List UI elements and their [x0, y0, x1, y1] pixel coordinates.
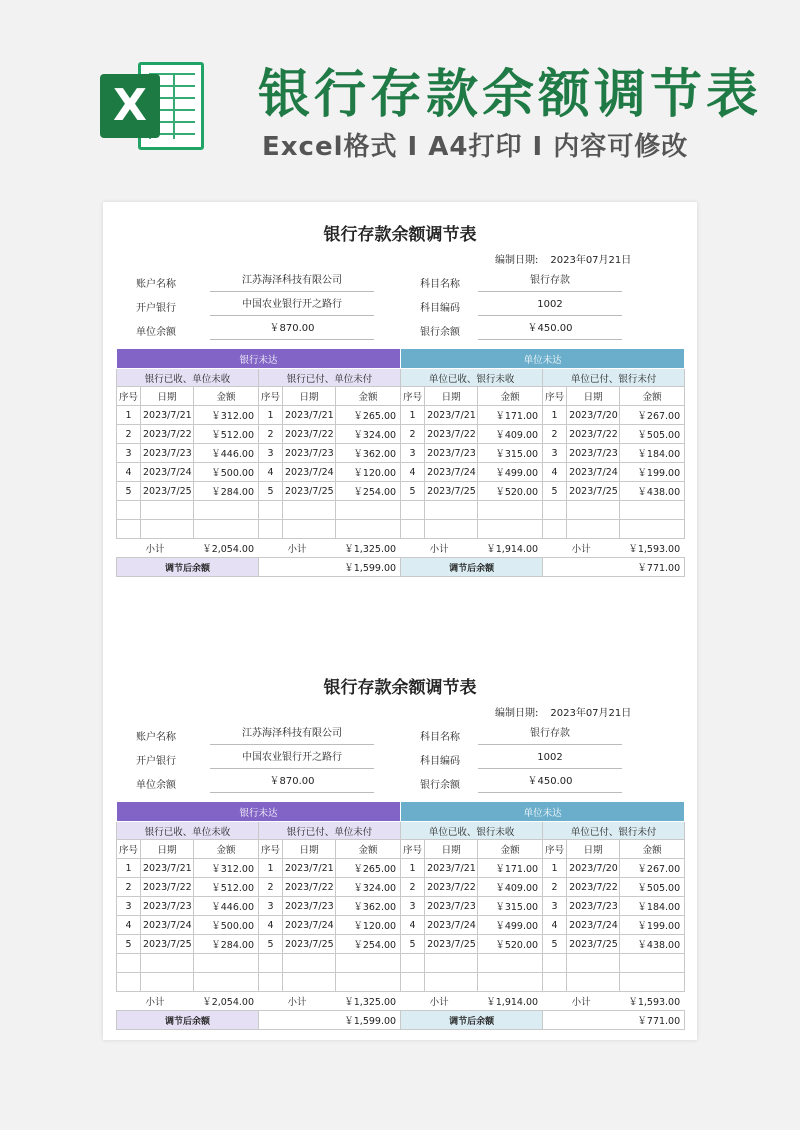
subtotal-value[interactable]: ￥2,054.00 [194, 539, 259, 558]
cell-date[interactable]: 2023/7/22 [567, 425, 620, 444]
cell-no[interactable]: 1 [117, 406, 141, 425]
cell-no[interactable]: 1 [259, 406, 283, 425]
cell-no[interactable]: 1 [401, 859, 425, 878]
account-name-label: 账户名称 [136, 279, 176, 290]
cell-no[interactable]: 4 [259, 463, 283, 482]
table-row [117, 878, 685, 897]
subject-code-label: 科目编码 [420, 756, 460, 767]
group-header: 单位已收、银行未收 [401, 822, 543, 840]
cell-no[interactable]: 5 [401, 935, 425, 954]
cell-amount[interactable]: ￥171.00 [478, 859, 543, 878]
table-row [117, 463, 685, 482]
cell-date[interactable]: 2023/7/25 [283, 935, 336, 954]
cell-amount[interactable]: ￥438.00 [620, 482, 685, 501]
cell-date[interactable]: 2023/7/25 [567, 482, 620, 501]
cell-amount[interactable]: ￥312.00 [194, 859, 259, 878]
cell-amount[interactable]: ￥284.00 [194, 482, 259, 501]
cell-date[interactable]: 2023/7/25 [283, 482, 336, 501]
subtotal-value[interactable]: ￥1,914.00 [478, 539, 543, 558]
col-date: 日期 [567, 387, 620, 406]
cell-no[interactable]: 1 [117, 859, 141, 878]
cell-amount[interactable]: ￥284.00 [194, 935, 259, 954]
cell-amount[interactable]: ￥438.00 [620, 935, 685, 954]
subtotal-value[interactable]: ￥1,593.00 [620, 539, 685, 558]
cell-date[interactable]: 2023/7/22 [141, 878, 194, 897]
cell-date[interactable]: 2023/7/24 [141, 916, 194, 935]
cell-no[interactable]: 3 [117, 897, 141, 916]
cell-amount[interactable]: ￥267.00 [620, 859, 685, 878]
subtotal-row [117, 539, 685, 558]
col-amount: 金额 [620, 387, 685, 406]
col-no: 序号 [117, 387, 141, 406]
cell-amount[interactable]: ￥315.00 [478, 897, 543, 916]
date-label: 编制日期: [495, 255, 539, 266]
reconciliation-table [116, 801, 685, 1030]
date-value: 2023年07月21日 [550, 708, 632, 719]
col-no: 序号 [401, 840, 425, 859]
sheet-title: 银行存款余额调节表 [323, 678, 477, 698]
subtotal-label: 小计 [117, 992, 194, 1011]
cell-amount[interactable]: ￥499.00 [478, 463, 543, 482]
cell-amount[interactable]: ￥120.00 [336, 916, 401, 935]
cell-date[interactable]: 2023/7/24 [283, 916, 336, 935]
cell-no[interactable]: 1 [543, 406, 567, 425]
col-no: 序号 [543, 387, 567, 406]
cell-no[interactable]: 2 [259, 425, 283, 444]
subtotal-value[interactable]: ￥1,325.00 [336, 992, 401, 1011]
cell-no[interactable]: 3 [543, 897, 567, 916]
cell-no[interactable]: 5 [117, 482, 141, 501]
col-amount: 金额 [194, 840, 259, 859]
cell-date[interactable]: 2023/7/21 [141, 406, 194, 425]
adjusted-balance-bank[interactable]: ￥1,599.00 [259, 558, 401, 577]
cell-amount[interactable]: ￥265.00 [336, 406, 401, 425]
cell-amount[interactable]: ￥512.00 [194, 425, 259, 444]
subject-name-label: 科目名称 [420, 279, 460, 290]
col-no: 序号 [259, 387, 283, 406]
subtotal-label: 小计 [401, 539, 478, 558]
date-line [495, 704, 631, 719]
unit-balance-label: 单位余额 [136, 780, 176, 791]
table-row [117, 482, 685, 501]
unit-balance-field[interactable]: ￥870.00 [210, 320, 374, 340]
table-row [117, 897, 685, 916]
account-name-label: 账户名称 [136, 732, 176, 743]
subtotal-label: 小计 [543, 992, 620, 1011]
cell-date[interactable]: 2023/7/23 [141, 444, 194, 463]
cell-no[interactable]: 4 [117, 463, 141, 482]
subtotal-label: 小计 [401, 992, 478, 1011]
cell-amount[interactable]: ￥184.00 [620, 897, 685, 916]
group-header: 单位已收、银行未收 [401, 369, 543, 387]
cell-date[interactable]: 2023/7/21 [283, 859, 336, 878]
cell-amount[interactable]: ￥512.00 [194, 878, 259, 897]
bank-name-label: 开户银行 [136, 756, 176, 767]
column-header-row [117, 387, 685, 406]
cell-date[interactable]: 2023/7/23 [425, 444, 478, 463]
cell-amount[interactable]: ￥500.00 [194, 463, 259, 482]
col-date: 日期 [425, 840, 478, 859]
cell-no[interactable]: 4 [259, 916, 283, 935]
cell-date[interactable]: 2023/7/23 [141, 897, 194, 916]
col-amount: 金额 [336, 840, 401, 859]
cell-no[interactable]: 4 [401, 916, 425, 935]
cell-date[interactable]: 2023/7/20 [567, 859, 620, 878]
subtotal-label: 小计 [117, 539, 194, 558]
cell-date[interactable]: 2023/7/24 [425, 916, 478, 935]
cell-date[interactable]: 2023/7/21 [425, 406, 478, 425]
cell-no[interactable]: 4 [117, 916, 141, 935]
cell-no[interactable]: 5 [543, 482, 567, 501]
cell-date[interactable]: 2023/7/24 [141, 463, 194, 482]
cell-date[interactable]: 2023/7/22 [283, 425, 336, 444]
cell-amount[interactable]: ￥254.00 [336, 482, 401, 501]
cell-no[interactable]: 5 [401, 482, 425, 501]
col-date: 日期 [141, 840, 194, 859]
sheet-title: 银行存款余额调节表 [323, 225, 477, 245]
cell-amount[interactable]: ￥199.00 [620, 916, 685, 935]
col-no: 序号 [543, 840, 567, 859]
adjusted-balance-unit[interactable]: ￥771.00 [543, 1011, 685, 1030]
reconciliation-sheet-1 [103, 202, 697, 602]
cell-amount[interactable]: ￥505.00 [620, 425, 685, 444]
subtotal-value[interactable]: ￥2,054.00 [194, 992, 259, 1011]
section-bank-unreached: 银行未达 [117, 349, 401, 369]
col-no: 序号 [117, 840, 141, 859]
adjusted-balance-bank[interactable]: ￥1,599.00 [259, 1011, 401, 1030]
cell-amount[interactable]: ￥120.00 [336, 463, 401, 482]
group-header: 银行已收、单位未收 [117, 822, 259, 840]
subject-code-field[interactable]: 1002 [478, 296, 622, 316]
cell-date[interactable]: 2023/7/22 [425, 878, 478, 897]
cell-no[interactable]: 3 [117, 444, 141, 463]
cell-date[interactable]: 2023/7/25 [567, 935, 620, 954]
date-line [495, 251, 631, 266]
bank-balance-field[interactable]: ￥450.00 [478, 320, 622, 340]
cell-no[interactable]: 2 [543, 425, 567, 444]
adjusted-balance-label: 调节后余额 [401, 558, 543, 577]
group-header: 单位已付、银行未付 [543, 822, 685, 840]
table-row [117, 916, 685, 935]
cell-date[interactable]: 2023/7/23 [567, 897, 620, 916]
cell-no[interactable]: 3 [259, 444, 283, 463]
cell-date[interactable]: 2023/7/22 [425, 425, 478, 444]
col-amount: 金额 [620, 840, 685, 859]
blank-row [117, 520, 685, 539]
cell-amount[interactable]: ￥446.00 [194, 897, 259, 916]
bank-balance-field[interactable]: ￥450.00 [478, 773, 622, 793]
table-row [117, 859, 685, 878]
table-row [117, 425, 685, 444]
adjusted-balance-label: 调节后余额 [117, 1011, 259, 1030]
cell-amount[interactable]: ￥199.00 [620, 463, 685, 482]
subtotal-value[interactable]: ￥1,325.00 [336, 539, 401, 558]
cell-amount[interactable]: ￥324.00 [336, 878, 401, 897]
cell-date[interactable]: 2023/7/25 [141, 935, 194, 954]
group-header: 单位已付、银行未付 [543, 369, 685, 387]
column-header-row [117, 840, 685, 859]
group-header: 银行已付、单位未付 [259, 369, 401, 387]
cell-amount[interactable]: ￥500.00 [194, 916, 259, 935]
cell-date[interactable]: 2023/7/25 [425, 482, 478, 501]
cell-no[interactable]: 4 [401, 463, 425, 482]
cell-no[interactable]: 1 [401, 406, 425, 425]
subject-name-field[interactable]: 银行存款 [478, 725, 622, 745]
cell-no[interactable]: 3 [401, 444, 425, 463]
group-header: 银行已收、单位未收 [117, 369, 259, 387]
cell-amount[interactable]: ￥362.00 [336, 444, 401, 463]
blank-row [117, 973, 685, 992]
cell-date[interactable]: 2023/7/23 [283, 897, 336, 916]
cell-amount[interactable]: ￥171.00 [478, 406, 543, 425]
cell-date[interactable]: 2023/7/21 [425, 859, 478, 878]
cell-date[interactable]: 2023/7/23 [425, 897, 478, 916]
col-date: 日期 [283, 387, 336, 406]
section-unit-unreached: 单位未达 [401, 802, 685, 822]
cell-no[interactable]: 3 [401, 897, 425, 916]
cell-no[interactable]: 4 [543, 916, 567, 935]
adjusted-balance-unit[interactable]: ￥771.00 [543, 558, 685, 577]
cell-no[interactable]: 2 [401, 425, 425, 444]
cell-date[interactable]: 2023/7/23 [283, 444, 336, 463]
cell-date[interactable]: 2023/7/24 [425, 463, 478, 482]
subtotal-label: 小计 [259, 992, 336, 1011]
unit-balance-field[interactable]: ￥870.00 [210, 773, 374, 793]
cell-date[interactable]: 2023/7/21 [141, 859, 194, 878]
bank-name-field[interactable]: 中国农业银行开之路行 [210, 296, 374, 316]
cell-amount[interactable]: ￥267.00 [620, 406, 685, 425]
cell-date[interactable]: 2023/7/22 [141, 425, 194, 444]
banner-title: 银行存款余额调节表 [258, 65, 763, 125]
subject-code-field[interactable]: 1002 [478, 749, 622, 769]
cell-no[interactable]: 5 [117, 935, 141, 954]
bank-balance-label: 银行余额 [420, 327, 460, 338]
cell-date[interactable]: 2023/7/25 [425, 935, 478, 954]
cell-no[interactable]: 1 [543, 859, 567, 878]
table-row [117, 406, 685, 425]
col-date: 日期 [141, 387, 194, 406]
cell-no[interactable]: 5 [259, 935, 283, 954]
adjusted-balance-row [117, 558, 685, 577]
bank-balance-label: 银行余额 [420, 780, 460, 791]
subtotal-label: 小计 [259, 539, 336, 558]
col-date: 日期 [283, 840, 336, 859]
reconciliation-table [116, 348, 685, 577]
cell-date[interactable]: 2023/7/21 [283, 406, 336, 425]
col-amount: 金额 [194, 387, 259, 406]
excel-logo-icon: X [100, 56, 204, 156]
bank-name-label: 开户银行 [136, 303, 176, 314]
cell-amount[interactable]: ￥362.00 [336, 897, 401, 916]
account-name-field[interactable]: 江苏海泽科技有限公司 [210, 272, 374, 292]
bank-name-field[interactable]: 中国农业银行开之路行 [210, 749, 374, 769]
cell-no[interactable]: 2 [401, 878, 425, 897]
cell-no[interactable]: 3 [543, 444, 567, 463]
col-no: 序号 [401, 387, 425, 406]
group-header: 银行已付、单位未付 [259, 822, 401, 840]
table-row [117, 935, 685, 954]
cell-amount[interactable]: ￥184.00 [620, 444, 685, 463]
cell-amount[interactable]: ￥446.00 [194, 444, 259, 463]
cell-no[interactable]: 3 [259, 897, 283, 916]
date-label: 编制日期: [495, 708, 539, 719]
cell-date[interactable]: 2023/7/22 [567, 878, 620, 897]
cell-amount[interactable]: ￥254.00 [336, 935, 401, 954]
date-value: 2023年07月21日 [550, 255, 632, 266]
cell-no[interactable]: 2 [259, 878, 283, 897]
col-amount: 金额 [478, 840, 543, 859]
cell-amount[interactable]: ￥520.00 [478, 935, 543, 954]
section-bank-unreached: 银行未达 [117, 802, 401, 822]
cell-date[interactable]: 2023/7/24 [567, 463, 620, 482]
cell-date[interactable]: 2023/7/24 [283, 463, 336, 482]
subtotal-label: 小计 [543, 539, 620, 558]
document-page [103, 202, 697, 1040]
cell-no[interactable]: 1 [259, 859, 283, 878]
cell-amount[interactable]: ￥324.00 [336, 425, 401, 444]
section-unit-unreached: 单位未达 [401, 349, 685, 369]
blank-row [117, 501, 685, 520]
cell-amount[interactable]: ￥409.00 [478, 425, 543, 444]
cell-no[interactable]: 2 [117, 878, 141, 897]
adjusted-balance-label: 调节后余额 [117, 558, 259, 577]
subject-name-field[interactable]: 银行存款 [478, 272, 622, 292]
cell-no[interactable]: 2 [543, 878, 567, 897]
col-date: 日期 [567, 840, 620, 859]
cell-no[interactable]: 4 [543, 463, 567, 482]
subject-name-label: 科目名称 [420, 732, 460, 743]
reconciliation-sheet-2 [103, 655, 697, 1055]
subtotal-value[interactable]: ￥1,593.00 [620, 992, 685, 1011]
cell-amount[interactable]: ￥409.00 [478, 878, 543, 897]
cell-date[interactable]: 2023/7/22 [283, 878, 336, 897]
col-amount: 金额 [478, 387, 543, 406]
adjusted-balance-label: 调节后余额 [401, 1011, 543, 1030]
cell-amount[interactable]: ￥520.00 [478, 482, 543, 501]
col-date: 日期 [425, 387, 478, 406]
cell-no[interactable]: 5 [543, 935, 567, 954]
cell-date[interactable]: 2023/7/25 [141, 482, 194, 501]
cell-amount[interactable]: ￥499.00 [478, 916, 543, 935]
cell-amount[interactable]: ￥505.00 [620, 878, 685, 897]
unit-balance-label: 单位余额 [136, 327, 176, 338]
cell-date[interactable]: 2023/7/23 [567, 444, 620, 463]
cell-date[interactable]: 2023/7/24 [567, 916, 620, 935]
cell-no[interactable]: 5 [259, 482, 283, 501]
cell-amount[interactable]: ￥265.00 [336, 859, 401, 878]
subtotal-row [117, 992, 685, 1011]
banner-subtitle: Excel格式 I A4打印 I 内容可修改 [262, 132, 689, 162]
blank-row [117, 954, 685, 973]
cell-date[interactable]: 2023/7/20 [567, 406, 620, 425]
cell-amount[interactable]: ￥312.00 [194, 406, 259, 425]
table-row [117, 444, 685, 463]
cell-amount[interactable]: ￥315.00 [478, 444, 543, 463]
adjusted-balance-row [117, 1011, 685, 1030]
subtotal-value[interactable]: ￥1,914.00 [478, 992, 543, 1011]
banner [0, 0, 800, 190]
cell-no[interactable]: 2 [117, 425, 141, 444]
col-amount: 金额 [336, 387, 401, 406]
subject-code-label: 科目编码 [420, 303, 460, 314]
account-name-field[interactable]: 江苏海泽科技有限公司 [210, 725, 374, 745]
col-no: 序号 [259, 840, 283, 859]
